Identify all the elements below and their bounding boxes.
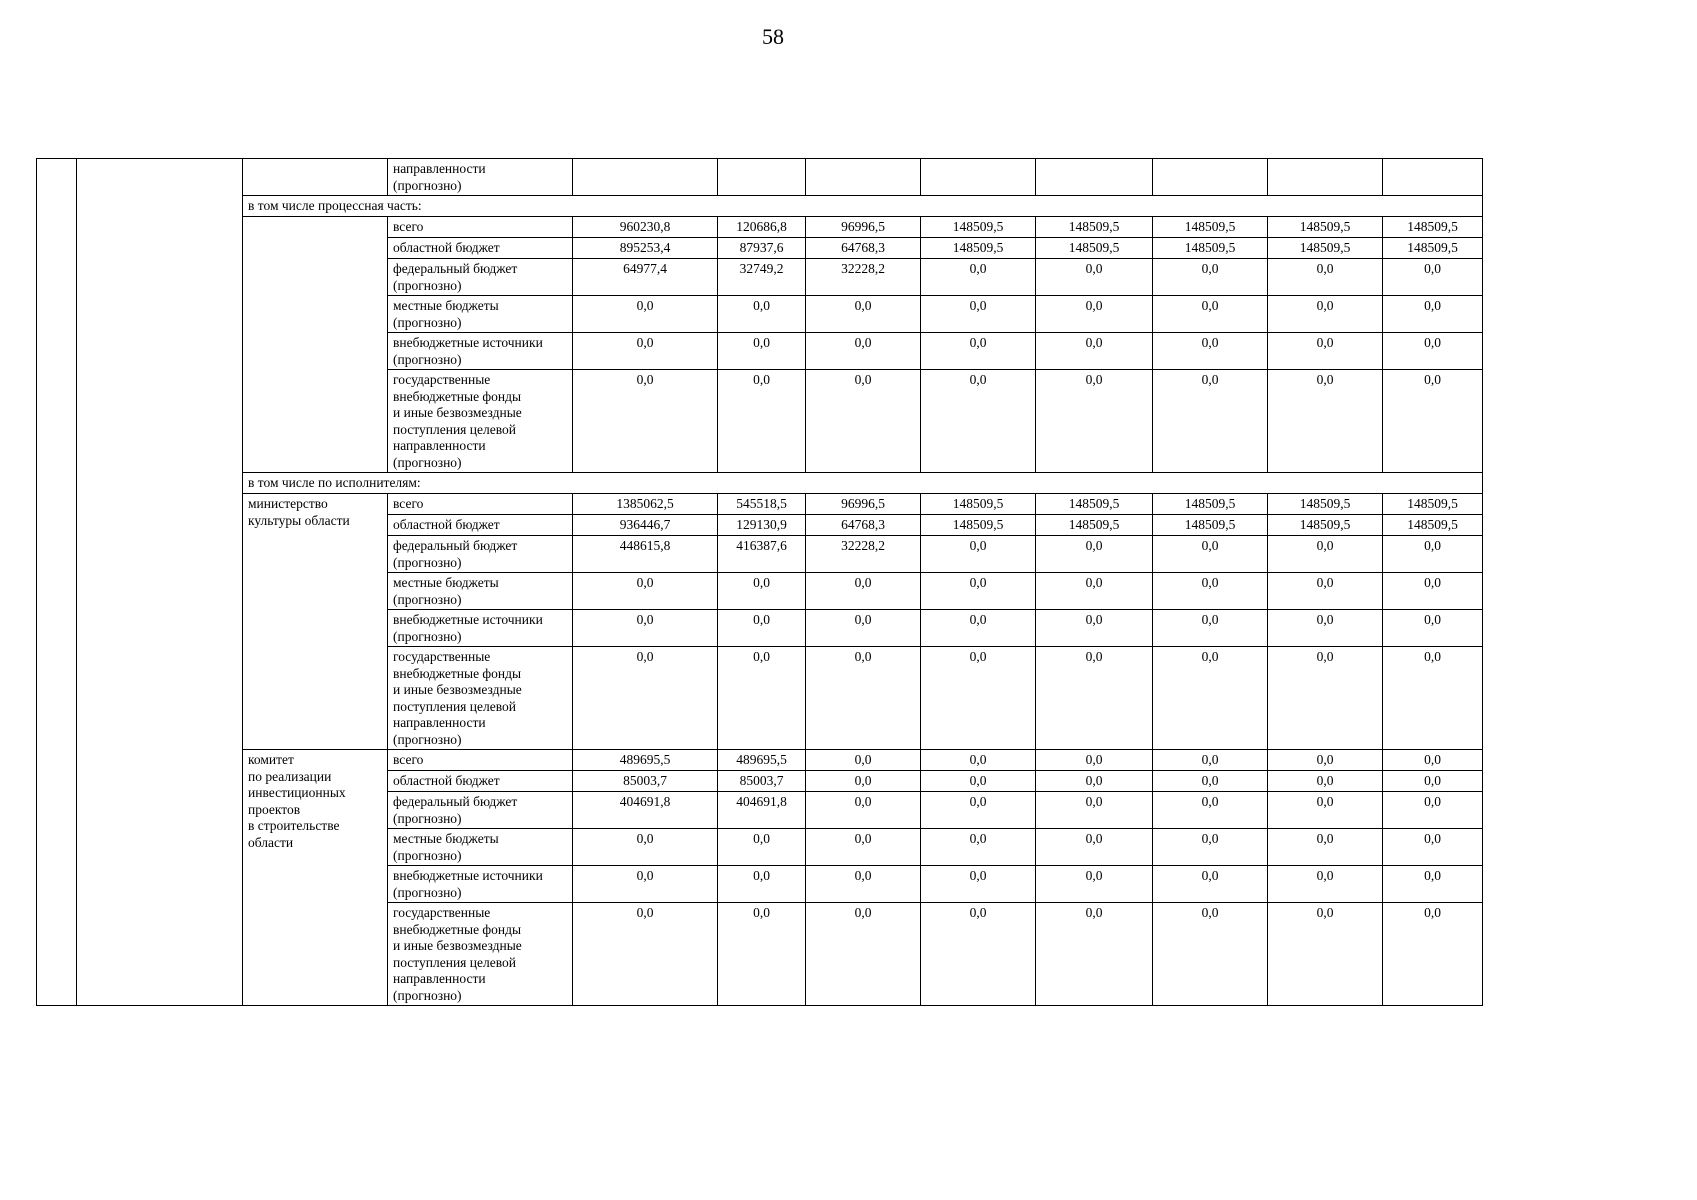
- source-label-cell: местные бюджеты (прогнозно): [388, 829, 573, 866]
- value-cell: 0,0: [1383, 573, 1483, 610]
- value-cell: 0,0: [1036, 610, 1153, 647]
- value-cell: 0,0: [1153, 866, 1268, 903]
- value-cell: 148509,5: [1036, 494, 1153, 515]
- page-number: 58: [762, 24, 784, 49]
- value-cell: 0,0: [718, 647, 806, 750]
- value-cell: 0,0: [1153, 610, 1268, 647]
- value-cell: 0,0: [573, 866, 718, 903]
- source-label-cell: федеральный бюджет (прогнозно): [388, 259, 573, 296]
- value-cell: 0,0: [806, 573, 921, 610]
- executor-cell: комитет по реализации инвестиционных проектов в строительстве области: [243, 750, 388, 1006]
- source-label-cell: всего: [388, 750, 573, 771]
- value-cell: 0,0: [921, 370, 1036, 473]
- value-cell: 0,0: [806, 903, 921, 1006]
- value-cell: 0,0: [1153, 370, 1268, 473]
- value-cell: 545518,5: [718, 494, 806, 515]
- source-label-cell: направленности (прогнозно): [388, 159, 573, 196]
- value-cell: 0,0: [1036, 259, 1153, 296]
- value-cell: 0,0: [806, 829, 921, 866]
- value-cell: 0,0: [921, 829, 1036, 866]
- value-cell: 0,0: [806, 647, 921, 750]
- value-cell: 0,0: [1036, 750, 1153, 771]
- value-cell: 0,0: [573, 333, 718, 370]
- value-cell: 0,0: [1268, 333, 1383, 370]
- source-label-cell: внебюджетные источники (прогнозно): [388, 866, 573, 903]
- source-label-cell: федеральный бюджет (прогнозно): [388, 536, 573, 573]
- value-cell: 0,0: [1153, 750, 1268, 771]
- source-label-cell: областной бюджет: [388, 238, 573, 259]
- value-cell: 0,0: [921, 296, 1036, 333]
- value-cell: 32228,2: [806, 259, 921, 296]
- value-cell: 0,0: [1036, 829, 1153, 866]
- value-cell: 0,0: [1268, 829, 1383, 866]
- source-label-cell: государственные внебюджетные фонды и иные безвозмездные поступления целевой направленности (прогнозно): [388, 647, 573, 750]
- value-cell: 148509,5: [1383, 238, 1483, 259]
- value-cell: 32228,2: [806, 536, 921, 573]
- value-cell: 448615,8: [573, 536, 718, 573]
- source-label-cell: областной бюджет: [388, 771, 573, 792]
- value-cell: 0,0: [1036, 333, 1153, 370]
- section-heading: в том числе по исполнителям:: [243, 473, 1483, 494]
- source-label-cell: федеральный бюджет (прогнозно): [388, 792, 573, 829]
- value-cell: 0,0: [1268, 536, 1383, 573]
- budget-table: [36, 158, 1483, 1006]
- value-cell: 0,0: [1383, 259, 1483, 296]
- value-cell: 0,0: [718, 610, 806, 647]
- value-cell: [573, 159, 718, 196]
- value-cell: 0,0: [921, 333, 1036, 370]
- value-cell: 96996,5: [806, 494, 921, 515]
- value-cell: 64768,3: [806, 238, 921, 259]
- value-cell: 148509,5: [921, 217, 1036, 238]
- section-heading-row: [37, 196, 1483, 217]
- executor-cell: министерство культуры области: [243, 494, 388, 750]
- value-cell: 0,0: [1036, 771, 1153, 792]
- value-cell: 0,0: [573, 829, 718, 866]
- value-cell: 0,0: [1383, 370, 1483, 473]
- value-cell: 0,0: [718, 573, 806, 610]
- value-cell: 0,0: [1153, 333, 1268, 370]
- value-cell: 148509,5: [1153, 515, 1268, 536]
- source-label-cell: местные бюджеты (прогнозно): [388, 296, 573, 333]
- value-cell: 895253,4: [573, 238, 718, 259]
- source-label-cell: областной бюджет: [388, 515, 573, 536]
- value-cell: 0,0: [1153, 573, 1268, 610]
- value-cell: 0,0: [1383, 903, 1483, 1006]
- section-heading: в том числе процессная часть:: [243, 196, 1483, 217]
- value-cell: 404691,8: [573, 792, 718, 829]
- table-row: [37, 159, 1483, 196]
- value-cell: 0,0: [921, 647, 1036, 750]
- value-cell: 0,0: [1268, 610, 1383, 647]
- table-row: [37, 494, 1483, 515]
- value-cell: 0,0: [806, 866, 921, 903]
- value-cell: 96996,5: [806, 217, 921, 238]
- value-cell: 0,0: [921, 866, 1036, 903]
- value-cell: 148509,5: [1153, 494, 1268, 515]
- value-cell: 0,0: [1153, 259, 1268, 296]
- source-label-cell: местные бюджеты (прогнозно): [388, 573, 573, 610]
- source-label-cell: внебюджетные источники (прогнозно): [388, 610, 573, 647]
- value-cell: 0,0: [1383, 771, 1483, 792]
- value-cell: 0,0: [921, 536, 1036, 573]
- value-cell: 0,0: [806, 333, 921, 370]
- value-cell: 148509,5: [921, 515, 1036, 536]
- value-cell: 1385062,5: [573, 494, 718, 515]
- value-cell: [921, 159, 1036, 196]
- value-cell: 148509,5: [1383, 494, 1483, 515]
- value-cell: 148509,5: [1268, 238, 1383, 259]
- value-cell: 120686,8: [718, 217, 806, 238]
- value-cell: 148509,5: [921, 494, 1036, 515]
- value-cell: 148509,5: [1268, 515, 1383, 536]
- value-cell: 0,0: [573, 573, 718, 610]
- value-cell: [806, 159, 921, 196]
- section-heading-row: [37, 473, 1483, 494]
- value-cell: 0,0: [1383, 296, 1483, 333]
- value-cell: 0,0: [573, 296, 718, 333]
- value-cell: 404691,8: [718, 792, 806, 829]
- value-cell: 64977,4: [573, 259, 718, 296]
- value-cell: 0,0: [1268, 296, 1383, 333]
- value-cell: 0,0: [921, 610, 1036, 647]
- value-cell: 0,0: [718, 903, 806, 1006]
- source-label-cell: всего: [388, 217, 573, 238]
- value-cell: 0,0: [1383, 647, 1483, 750]
- value-cell: 0,0: [1383, 333, 1483, 370]
- value-cell: 148509,5: [1036, 217, 1153, 238]
- value-cell: 0,0: [806, 792, 921, 829]
- value-cell: 0,0: [573, 370, 718, 473]
- value-cell: 0,0: [1036, 647, 1153, 750]
- value-cell: 0,0: [1268, 903, 1383, 1006]
- value-cell: 0,0: [1036, 792, 1153, 829]
- value-cell: 85003,7: [573, 771, 718, 792]
- value-cell: 0,0: [806, 771, 921, 792]
- value-cell: 416387,6: [718, 536, 806, 573]
- value-cell: 0,0: [921, 750, 1036, 771]
- value-cell: 0,0: [573, 903, 718, 1006]
- value-cell: 0,0: [1268, 370, 1383, 473]
- value-cell: 0,0: [806, 610, 921, 647]
- table-row: [37, 750, 1483, 771]
- value-cell: 0,0: [718, 370, 806, 473]
- value-cell: 960230,8: [573, 217, 718, 238]
- value-cell: [1268, 159, 1383, 196]
- measure-name-cell: [77, 159, 243, 1006]
- value-cell: 0,0: [718, 829, 806, 866]
- value-cell: 0,0: [1036, 573, 1153, 610]
- value-cell: 0,0: [1153, 771, 1268, 792]
- value-cell: 148509,5: [1383, 515, 1483, 536]
- value-cell: 0,0: [1383, 866, 1483, 903]
- value-cell: 0,0: [1268, 866, 1383, 903]
- value-cell: 0,0: [573, 610, 718, 647]
- value-cell: 0,0: [1153, 536, 1268, 573]
- table-row: [37, 217, 1483, 238]
- value-cell: 0,0: [921, 771, 1036, 792]
- value-cell: 489695,5: [718, 750, 806, 771]
- executor-cell: [243, 217, 388, 473]
- value-cell: 64768,3: [806, 515, 921, 536]
- value-cell: 0,0: [1268, 259, 1383, 296]
- value-cell: 0,0: [921, 792, 1036, 829]
- value-cell: [718, 159, 806, 196]
- value-cell: 0,0: [718, 866, 806, 903]
- value-cell: 0,0: [1036, 903, 1153, 1006]
- value-cell: 0,0: [1153, 296, 1268, 333]
- value-cell: 148509,5: [1383, 217, 1483, 238]
- value-cell: 0,0: [573, 647, 718, 750]
- value-cell: 0,0: [718, 296, 806, 333]
- value-cell: 0,0: [1153, 829, 1268, 866]
- value-cell: 0,0: [1268, 750, 1383, 771]
- value-cell: 0,0: [718, 333, 806, 370]
- value-cell: 0,0: [1383, 536, 1483, 573]
- source-label-cell: всего: [388, 494, 573, 515]
- value-cell: 148509,5: [921, 238, 1036, 259]
- value-cell: 0,0: [1383, 829, 1483, 866]
- source-label-cell: государственные внебюджетные фонды и иные безвозмездные поступления целевой направленности (прогнозно): [388, 903, 573, 1006]
- value-cell: 0,0: [1268, 771, 1383, 792]
- value-cell: 0,0: [921, 259, 1036, 296]
- value-cell: 0,0: [1268, 647, 1383, 750]
- value-cell: 0,0: [1383, 610, 1483, 647]
- value-cell: 936446,7: [573, 515, 718, 536]
- value-cell: 0,0: [921, 573, 1036, 610]
- value-cell: 0,0: [1036, 866, 1153, 903]
- source-label-cell: государственные внебюджетные фонды и иные безвозмездные поступления целевой направленности (прогнозно): [388, 370, 573, 473]
- value-cell: 148509,5: [1268, 494, 1383, 515]
- value-cell: 148509,5: [1153, 217, 1268, 238]
- value-cell: 129130,9: [718, 515, 806, 536]
- value-cell: 0,0: [806, 750, 921, 771]
- value-cell: [1383, 159, 1483, 196]
- value-cell: 0,0: [806, 370, 921, 473]
- value-cell: 0,0: [1383, 750, 1483, 771]
- value-cell: 148509,5: [1153, 238, 1268, 259]
- value-cell: 0,0: [1036, 536, 1153, 573]
- value-cell: 0,0: [1153, 903, 1268, 1006]
- budget-body: [37, 159, 1483, 1006]
- value-cell: 489695,5: [573, 750, 718, 771]
- row-number-cell: [37, 159, 77, 1006]
- value-cell: [1036, 159, 1153, 196]
- value-cell: 87937,6: [718, 238, 806, 259]
- value-cell: 0,0: [1036, 296, 1153, 333]
- value-cell: 148509,5: [1268, 217, 1383, 238]
- value-cell: 0,0: [1153, 647, 1268, 750]
- value-cell: 148509,5: [1036, 515, 1153, 536]
- value-cell: 0,0: [806, 296, 921, 333]
- value-cell: 85003,7: [718, 771, 806, 792]
- value-cell: 0,0: [1268, 792, 1383, 829]
- value-cell: 0,0: [1383, 792, 1483, 829]
- executor-cell: [243, 159, 388, 196]
- value-cell: [1153, 159, 1268, 196]
- source-label-cell: внебюджетные источники (прогнозно): [388, 333, 573, 370]
- value-cell: 32749,2: [718, 259, 806, 296]
- value-cell: 0,0: [921, 903, 1036, 1006]
- value-cell: 0,0: [1268, 573, 1383, 610]
- value-cell: 148509,5: [1036, 238, 1153, 259]
- value-cell: 0,0: [1036, 370, 1153, 473]
- value-cell: 0,0: [1153, 792, 1268, 829]
